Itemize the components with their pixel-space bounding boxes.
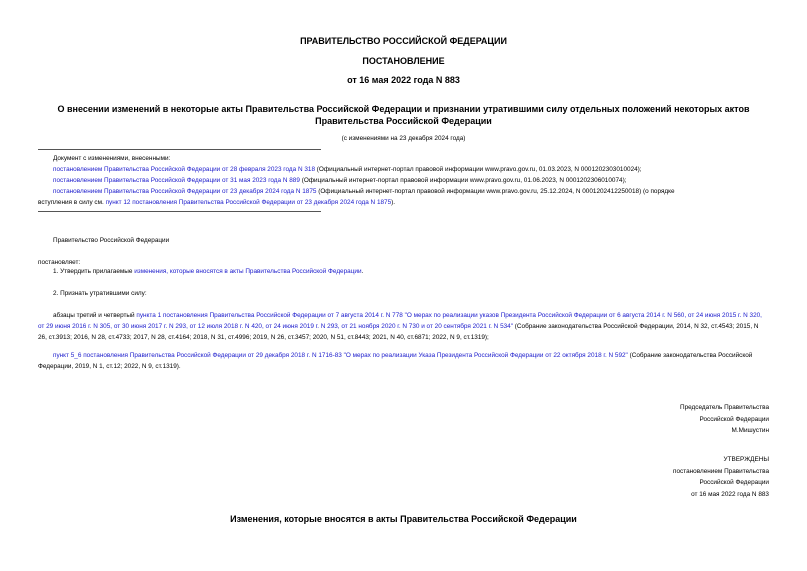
approved-block: [673, 454, 769, 500]
top-divider: [38, 149, 321, 150]
paragraph-1-post: .: [361, 268, 364, 275]
annex-title: Изменения, которые вносятся в акты Правительства Российской Федерации: [230, 514, 577, 524]
government-subject: Правительство Российской Федерации: [53, 237, 170, 244]
doc-type-heading: ПОСТАНОВЛЕНИЕ: [362, 56, 445, 66]
changes-link[interactable]: изменения, которые вносятся в акты Правительства Российской Федерации: [134, 268, 362, 275]
amendment-cont-pre: вступления в силу см.: [38, 199, 106, 206]
decrees-label: постановляет:: [38, 259, 81, 266]
paragraph-3-post: (Собрание законодательства Российской Федерации, 2014, N 32, ст.4543; 2015, N 26, ст.3913; 2016, N 28, ст.4733; 2017, N 28, ст.4164; 2018, N 31, ст.4996; 2019, N 26, ст.3457; 2020, N 51, ст.8443; 2021, N 40, ст.6871; 2022, N 9, ст.1319);: [38, 323, 759, 341]
signature-position: Председатель Правительства: [680, 404, 769, 411]
amendment-item-3-continued: [38, 197, 769, 208]
paragraph-3-pre: абзацы третий и четвертый: [53, 312, 137, 319]
date-number-heading: от 16 мая 2022 года N 883: [347, 75, 460, 85]
signature-name: М.Мишустин: [731, 427, 769, 434]
decree-1716-link[interactable]: пункт 5_6 постановления Правительства Российской Федерации от 29 декабря 2018 г. N 1716-83 "О мерах по реализации Указа Президента Российской Федерации от 22 октября 2018 г. N 592": [53, 352, 628, 359]
signature-org: Российской Федерации: [699, 415, 769, 423]
document-title-line2: Правительства Российской Федерации: [315, 116, 492, 126]
amendment-item-1: [53, 164, 769, 175]
approved-date: от 16 мая 2022 года N 883: [691, 490, 769, 498]
amendment-item-2: [53, 175, 769, 186]
approved-label: УТВЕРЖДЕНЫ: [723, 456, 769, 463]
amendment-cont-link[interactable]: пункт 12 постановления Правительства Российской Федерации от 23 декабря 2024 года N 1875: [105, 199, 392, 206]
paragraph-4-post: (Собрание законодательства Российской Федерации, 2019, N 1, ст.12; 2022, N 9, ст.1319).: [38, 352, 753, 370]
approved-by: постановлением Правительства: [673, 467, 769, 475]
amendment-source-1: (Официальный интернет-портал правовой информации www.pravo.gov.ru, 01.03.2023, N 0001202303010024);: [315, 166, 642, 173]
amendment-source-2: (Официальный интернет-портал правовой информации www.pravo.gov.ru, 01.06.2023, N 0001202306010074);: [299, 177, 627, 184]
paragraph-4: [38, 350, 769, 372]
amendment-cont-post: ).: [391, 199, 396, 206]
amendment-link-3[interactable]: постановлением Правительства Российской Федерации от 23 декабря 2024 года N 1875: [53, 188, 317, 195]
amendment-link-2[interactable]: постановлением Правительства Российской Федерации от 31 мая 2023 года N 889: [53, 177, 300, 184]
amended-note: (с изменениями на 23 декабря 2024 года): [341, 135, 466, 142]
amendment-link-1[interactable]: постановлением Правительства Российской Федерации от 28 февраля 2023 года N 318: [53, 166, 316, 173]
amendment-source-3: (Официальный интернет-портал правовой информации www.pravo.gov.ru, 25.12.2024, N 0001202412250018) (о порядке: [316, 188, 675, 195]
paragraph-2: 2. Признать утратившими силу:: [53, 290, 147, 297]
bottom-divider: [38, 211, 321, 212]
paragraph-1-pre: 1. Утвердить прилагаемые: [53, 268, 135, 275]
paragraph-3: [38, 310, 769, 343]
document-title: [0, 103, 807, 127]
amendments-block: [53, 153, 769, 197]
document-title-line1: О внесении изменений в некоторые акты Правительства Российской Федерации и признании утратившими силу отдельных положений некоторых актов: [57, 104, 750, 114]
approved-org: Российской Федерации: [699, 479, 769, 486]
government-heading: ПРАВИТЕЛЬСТВО РОССИЙСКОЙ ФЕДЕРАЦИИ: [300, 36, 507, 46]
paragraph-1: [53, 266, 769, 277]
decree-778-link[interactable]: пункта 1 постановления Правительства Российской Федерации от 7 августа 2014 г. N 778 "О мерах по реализации указов Президента Российской Федерации от 6 августа 2014 г. N 560, от 24 июня 2015 г. N 320, от 29 июня 2016 г. N 305, от 30 июня 2017 г. N 293, от 12 июля 2018 г. N 420, от 24 июня 2019 г. N 293, от 21 ноября 2020 г. N 730 и от 20 сентября 2021 г. N 534": [38, 312, 762, 330]
amendment-item-3: [53, 186, 769, 197]
amendments-intro: Документ с изменениями, внесенными:: [53, 155, 171, 162]
signature-block: [680, 402, 769, 437]
